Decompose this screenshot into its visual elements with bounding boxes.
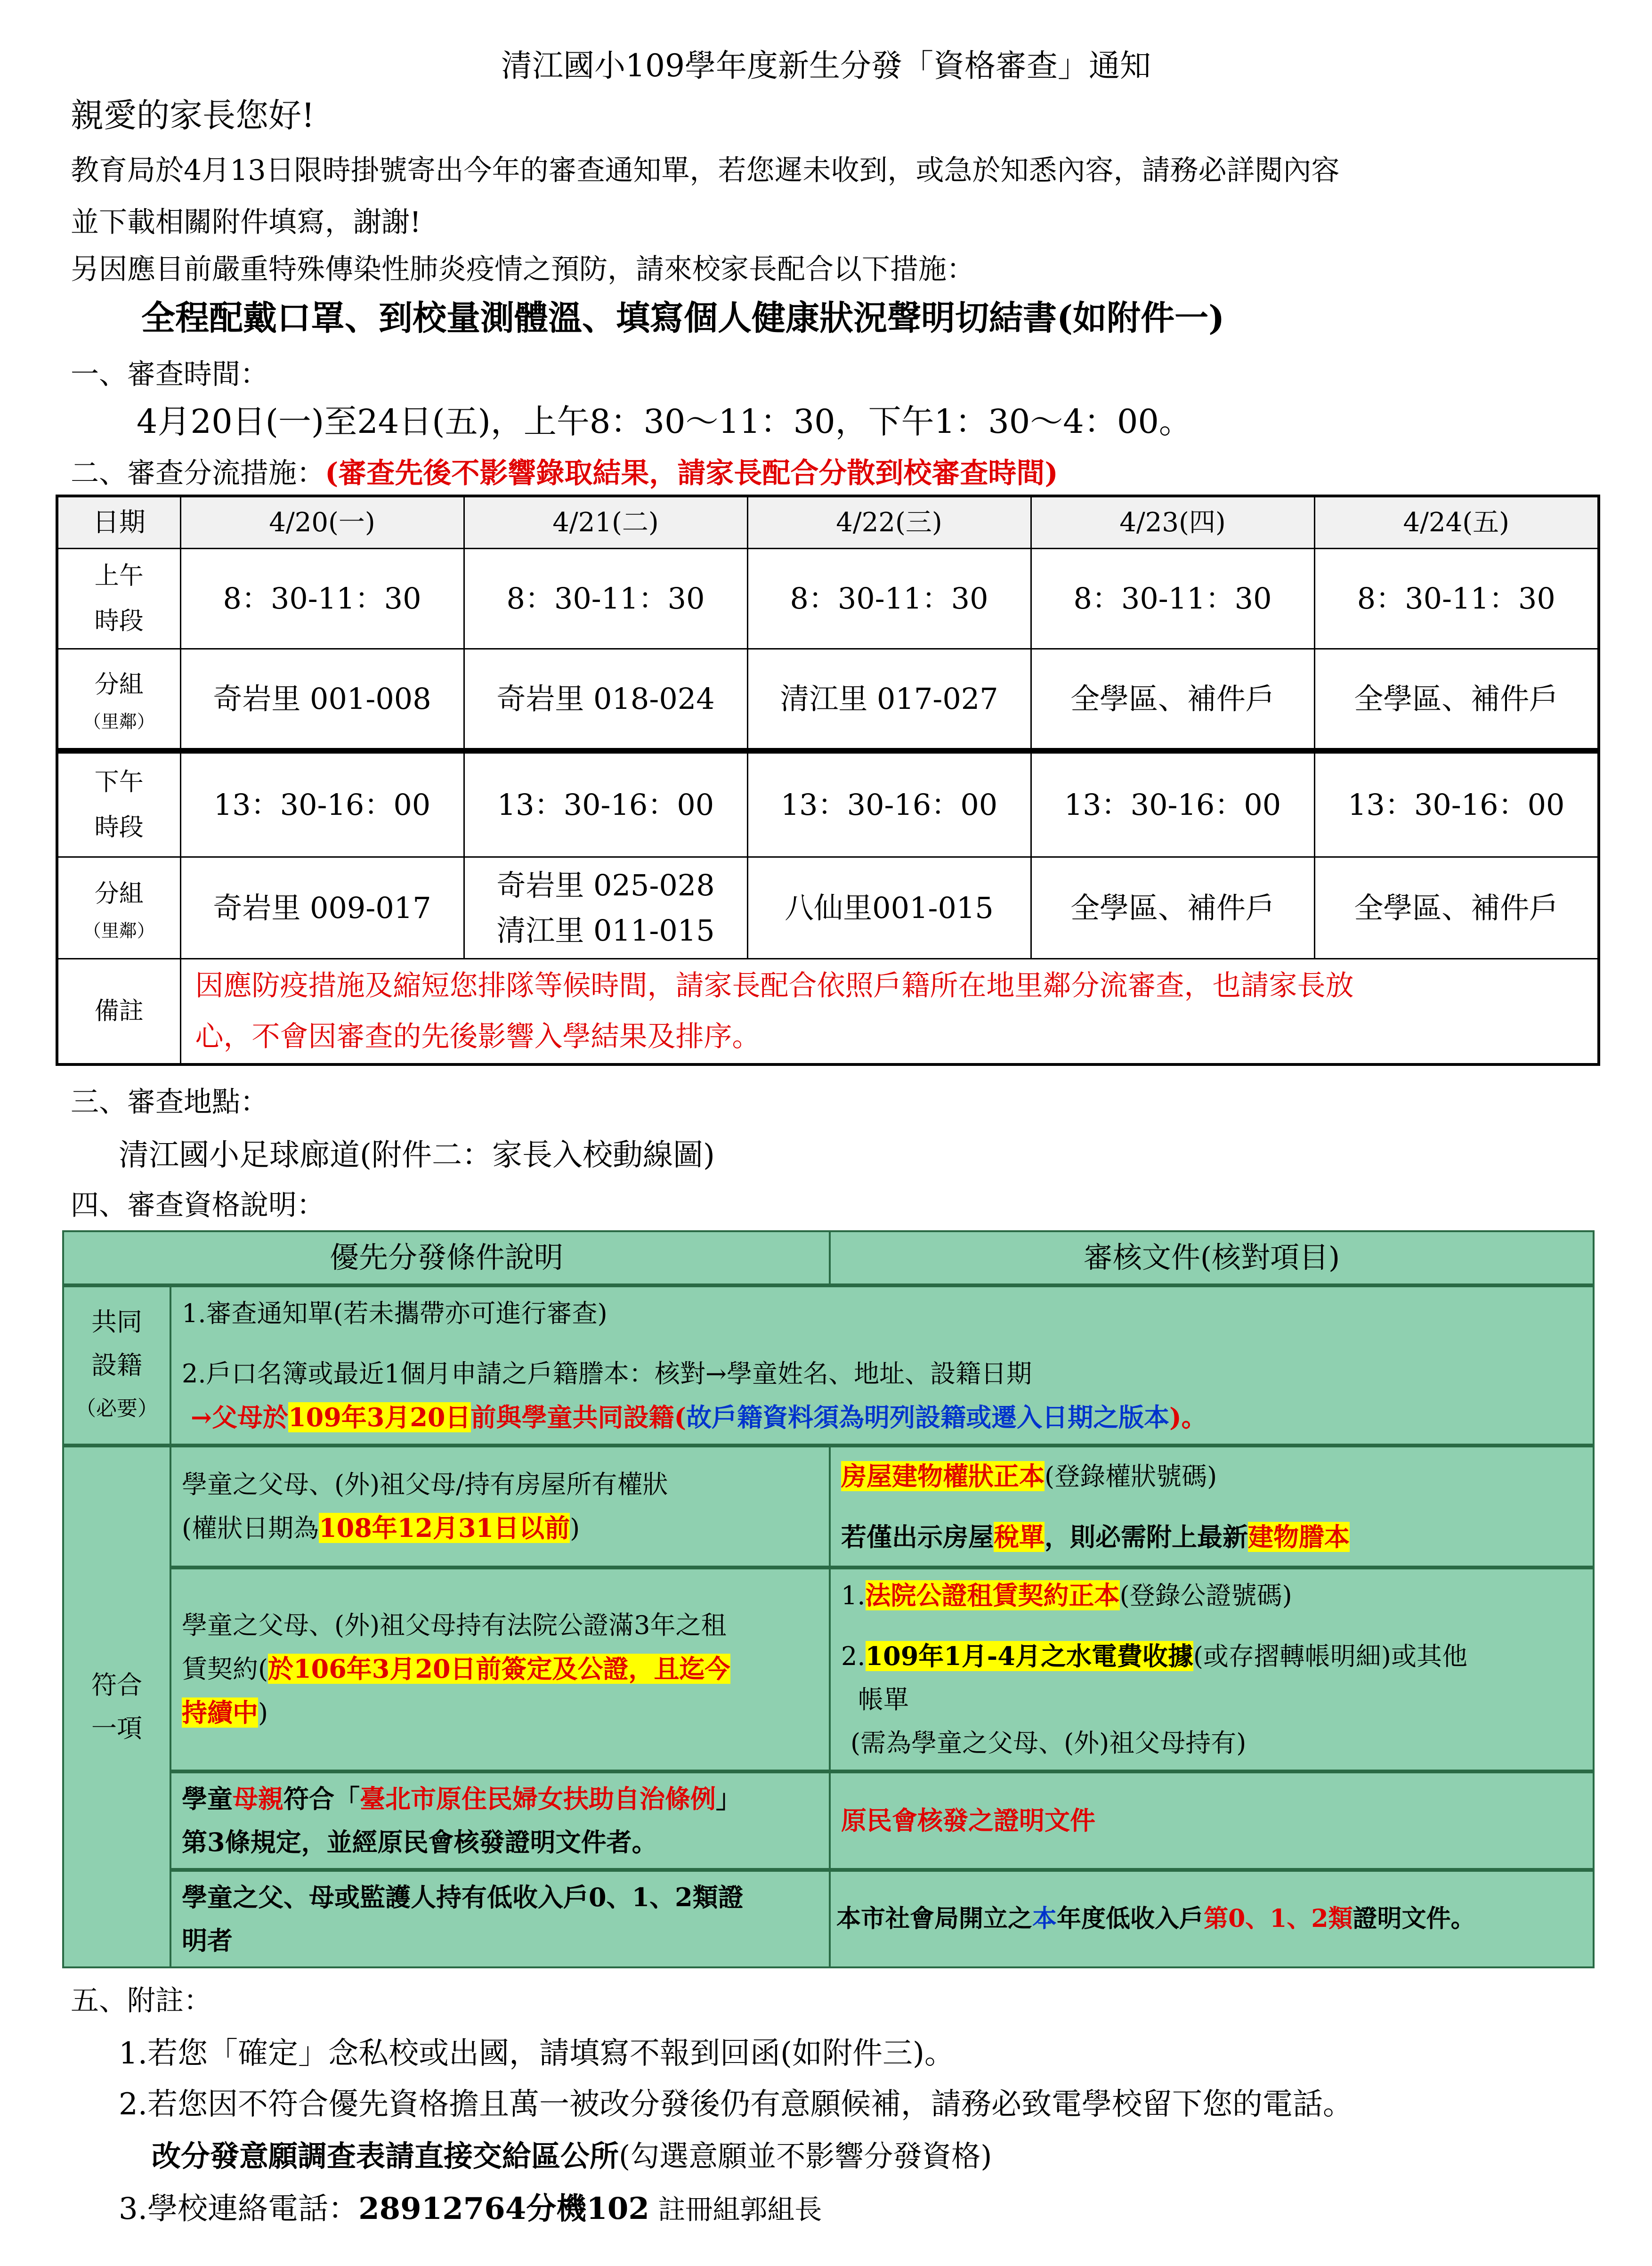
r3-cond-line-2: 第3條規定，並經原民會核發證明文件者。 (182, 1827, 657, 1858)
note-item-1: 1.若您「確定」念私校或出國，請填寫不報到回函(如附件三)。 (119, 2036, 955, 2071)
r2-doc-line-3: 帳單 (858, 1685, 909, 1715)
common-label-2: 設籍 (91, 1350, 142, 1380)
group-label: 分組 (94, 670, 144, 699)
pm-group-cell: 奇岩里 009-017 (180, 857, 464, 958)
pm-group-cell: 全學區、補件戶 (1031, 857, 1314, 958)
am-time-cell: 8：30-11：30 (464, 549, 747, 649)
lease-contract-row (63, 1568, 1594, 1771)
intro-line-3: 另因應目前嚴重特殊傳染性肺炎疫情之預防，請來校家長配合以下措施： (71, 253, 975, 286)
note-item-3c: 註冊組郭組長 (649, 2193, 822, 2225)
note-item-2b-rest: (勾選意願並不影響分發資格) (619, 2139, 992, 2173)
indigenous-condition (170, 1771, 830, 1870)
date-label: 日期 (57, 496, 180, 549)
remark-line-1: 因應防疫措施及縮短您排隊等候時間，請家長配合依照戶籍所在地里鄰分流審查，也請家長放 (195, 969, 1354, 1003)
remark-line-2: 心，不會因審查的先後影響入學結果及排序。 (195, 1020, 761, 1054)
common-item-3d: ( (674, 1402, 687, 1432)
r4-cond-line-2: 明者 (182, 1925, 233, 1956)
section-4-heading: 四、審查資格說明： (71, 1189, 325, 1222)
section-3-heading: 三、審查地點： (71, 1086, 268, 1119)
date-cell: 4/22(三) (747, 496, 1031, 549)
r4-doc-c: 年度低收入戶 (1057, 1904, 1204, 1933)
am-group-cell: 全學區、補件戶 (1031, 649, 1314, 751)
r2-doc-line-1 (841, 1574, 1582, 1617)
r1-doc-2b: 稅單 (994, 1521, 1045, 1552)
eligibility-header-row (63, 1231, 1594, 1285)
schedule-date-row (57, 496, 1599, 549)
am-time-cell: 8：30-11：30 (180, 549, 464, 649)
schedule-pm-time-row (57, 751, 1599, 857)
low-income-row (63, 1870, 1594, 1967)
school-phone: 28912764分機102 (358, 2191, 649, 2226)
am-label-line-2: 時段 (94, 607, 144, 636)
r2-cond-2b: 於106年3月20日前簽定及公證，且迄今 (268, 1654, 730, 1684)
common-item-3 (182, 1396, 1582, 1439)
date-cell: 4/21(二) (464, 496, 747, 549)
schedule-pm-group-row (57, 857, 1599, 958)
r1-doc-2c: ，則必需附上最新 (1045, 1521, 1248, 1552)
indigenous-row (63, 1771, 1594, 1870)
note-item-2b (152, 2137, 992, 2175)
low-income-documents (830, 1870, 1594, 1967)
note-item-3 (119, 2190, 822, 2228)
date-cell: 4/23(四) (1031, 496, 1314, 549)
schedule-am-group-row (57, 649, 1599, 751)
section-2-note: (審查先後不影響錄取結果，請家長配合分散到校審查時間) (325, 457, 1058, 490)
r1-doc-line-2 (841, 1515, 1582, 1559)
common-item-3e: 故戶籍資料須為明列設籍或遷入日期之版本 (686, 1402, 1170, 1432)
section-2-heading (71, 455, 1058, 492)
common-registration-content (170, 1285, 1594, 1446)
am-time-cell: 8：30-11：30 (747, 549, 1031, 649)
r2-cond-3b: ) (258, 1698, 268, 1728)
r1-cond-line-1: 學童之父母、(外)祖父母/持有房屋所有權狀 (182, 1469, 668, 1499)
am-group-cell: 清江里 017-027 (747, 649, 1031, 751)
r2-doc-1c: (登錄公證號碼) (1119, 1581, 1292, 1611)
r3-cond-line-1 (182, 1777, 818, 1820)
r2-doc-2c: (或存摺轉帳明細)或其他 (1193, 1641, 1467, 1672)
common-label-3: （必要） (75, 1396, 158, 1421)
r1-doc-1a: 房屋建物權狀正本 (841, 1461, 1045, 1491)
pm-label-line-2: 時段 (94, 813, 144, 842)
r1-cond-2b: 108年12月31日以前 (319, 1512, 570, 1543)
note-item-2b-bold: 改分發意願調查表請直接交給區公所 (152, 2139, 619, 2173)
pm-time-cell: 13：30-16：00 (464, 751, 747, 857)
meet-one-line-1: 符合 (91, 1670, 142, 1700)
pm-time-label (57, 751, 180, 857)
note-item-3a: 3.學校連絡電話： (119, 2192, 359, 2226)
r1-doc-2d: 建物謄本 (1248, 1521, 1350, 1552)
r1-cond-2a: (權狀日期為 (182, 1513, 319, 1543)
section-5-heading: 五、附註： (71, 1984, 212, 2017)
date-cell: 4/24(五) (1314, 496, 1599, 549)
r1-cond-2c: ) (570, 1513, 580, 1543)
am-time-cell: 8：30-11：30 (1031, 549, 1314, 649)
section-2-title: 二、審查分流措施： (71, 457, 325, 490)
common-item-2: 2.戶口名簿或最近1個月申請之戶籍謄本：核對→學童姓名、地址、設籍日期 (182, 1358, 1032, 1389)
pm-time-cell: 13：30-16：00 (1314, 751, 1599, 857)
meet-one-label (63, 1446, 170, 1967)
prevention-measures: 全程配戴口罩、到校量測體溫、填寫個人健康狀況聲明切結書(如附件一) (141, 298, 1225, 338)
am-group-label (57, 649, 180, 751)
pm-label-line-1: 下午 (94, 768, 144, 796)
pm-group-label (57, 857, 180, 958)
page-title: 清江國小109學年度新生分發「資格審查」通知 (501, 48, 1151, 84)
meet-one-line-2: 一項 (91, 1713, 142, 1743)
r2-doc-1b: 法院公證租賃契約正本 (865, 1580, 1120, 1611)
review-time: 4月20日(一)至24日(五)，上午8：30～11：30，下午1：30～4：00。 (137, 402, 1192, 441)
group-sub-label: （里鄰） (83, 920, 155, 941)
indigenous-documents: 原民會核發之證明文件 (830, 1771, 1594, 1870)
pm-group-line-1: 奇岩里 025-028 (496, 868, 715, 902)
common-item-3a: →父母於 (190, 1402, 289, 1432)
common-registration-row (63, 1285, 1594, 1446)
section-1-heading: 一、審查時間： (71, 358, 268, 391)
note-item-2: 2.若您因不符合優先資格擔且萬一被改分發後仍有意願候補，請務必致電學校留下您的電話。 (119, 2087, 1353, 2122)
greeting: 親愛的家長您好! (71, 96, 315, 135)
r2-doc-line-2 (841, 1634, 1582, 1678)
remark-text (180, 959, 1599, 1064)
remark-label: 備註 (57, 959, 180, 1064)
common-label-1: 共同 (91, 1307, 142, 1337)
r1-doc-2a: 若僅出示房屋 (841, 1521, 994, 1552)
house-ownership-documents (830, 1446, 1594, 1568)
house-ownership-row (63, 1446, 1594, 1568)
lease-contract-condition (170, 1568, 830, 1771)
lease-contract-documents (830, 1568, 1594, 1771)
house-ownership-condition (170, 1446, 830, 1568)
common-item-3f: )。 (1169, 1402, 1207, 1432)
r2-cond-line-1: 學童之父母、(外)祖父母持有法院公證滿3年之租 (182, 1610, 727, 1641)
pm-group-cell: 全學區、補件戶 (1314, 857, 1599, 958)
r4-doc-b: 本 (1032, 1904, 1057, 1933)
pm-group-cell: 八仙里001-015 (747, 857, 1031, 958)
r2-doc-2b: 109年1月-4月之水電費收據 (865, 1641, 1193, 1672)
r4-doc-d: 第0、1、2類 (1204, 1904, 1353, 1933)
r3-cond-1c: 符合「 (283, 1784, 360, 1814)
review-location: 清江國小足球廊道(附件二：家長入校動線圖) (119, 1138, 715, 1173)
r2-doc-line-4: (需為學童之父母、(外)祖父母持有) (850, 1728, 1247, 1758)
r4-cond-line-1: 學童之父、母或監護人持有低收入戶0、1、2類證 (182, 1882, 744, 1913)
r3-cond-1d: 臺北市原住民婦女扶助自治條例 (360, 1784, 716, 1814)
schedule-table (56, 495, 1600, 1066)
pm-time-cell: 13：30-16：00 (1031, 751, 1314, 857)
r3-cond-1b: 母親 (233, 1784, 283, 1814)
r2-cond-line-3 (182, 1691, 818, 1735)
r4-doc-e: 證明文件。 (1352, 1904, 1475, 1933)
am-time-cell: 8：30-11：30 (1314, 549, 1599, 649)
am-group-cell: 奇岩里 001-008 (180, 649, 464, 751)
r2-doc-1a: 1. (841, 1581, 866, 1611)
r2-cond-2a: 賃契約( (182, 1654, 268, 1684)
schedule-remark-row (57, 959, 1599, 1064)
eligibility-table (62, 1230, 1595, 1968)
group-sub-label: （里鄰） (83, 711, 155, 732)
common-registration-label (63, 1285, 170, 1446)
pm-group-line-2: 清江里 011-015 (496, 913, 715, 948)
r2-doc-2a: 2. (841, 1641, 866, 1672)
am-time-label (57, 549, 180, 649)
header-conditions: 優先分發條件說明 (63, 1231, 830, 1285)
r2-cond-3a: 持續中 (182, 1697, 258, 1728)
common-item-1: 1.審查通知單(若未攜帶亦可進行審查) (182, 1298, 607, 1328)
date-cell: 4/20(一) (180, 496, 464, 549)
am-group-cell: 全學區、補件戶 (1314, 649, 1599, 751)
r3-cond-1e: 」 (716, 1784, 741, 1814)
r4-doc-a: 本市社會局開立之 (836, 1904, 1033, 1933)
r3-cond-1a: 學童 (182, 1784, 233, 1814)
am-label-line-1: 上午 (94, 562, 144, 591)
common-item-3c: 前與學童共同設籍 (470, 1402, 674, 1432)
r1-doc-line-1 (841, 1454, 1582, 1498)
common-item-3b: 109年3月20日 (288, 1402, 471, 1432)
am-group-cell: 奇岩里 018-024 (464, 649, 747, 751)
intro-line-1: 教育局於4月13日限時掛號寄出今年的審查通知單，若您遲未收到，或急於知悉內容，請務必詳閱內容 (71, 154, 1340, 187)
group-label: 分組 (94, 879, 144, 908)
r2-cond-line-2 (182, 1647, 818, 1691)
pm-group-cell (464, 857, 747, 958)
r1-cond-line-2 (182, 1506, 818, 1550)
schedule-am-time-row (57, 549, 1599, 649)
low-income-condition (170, 1870, 830, 1967)
r1-doc-1b: (登錄權狀號碼) (1045, 1461, 1217, 1491)
intro-line-2: 並下載相關附件填寫，謝謝! (71, 206, 421, 239)
pm-time-cell: 13：30-16：00 (180, 751, 464, 857)
pm-time-cell: 13：30-16：00 (747, 751, 1031, 857)
header-documents: 審核文件(核對項目) (830, 1231, 1594, 1285)
